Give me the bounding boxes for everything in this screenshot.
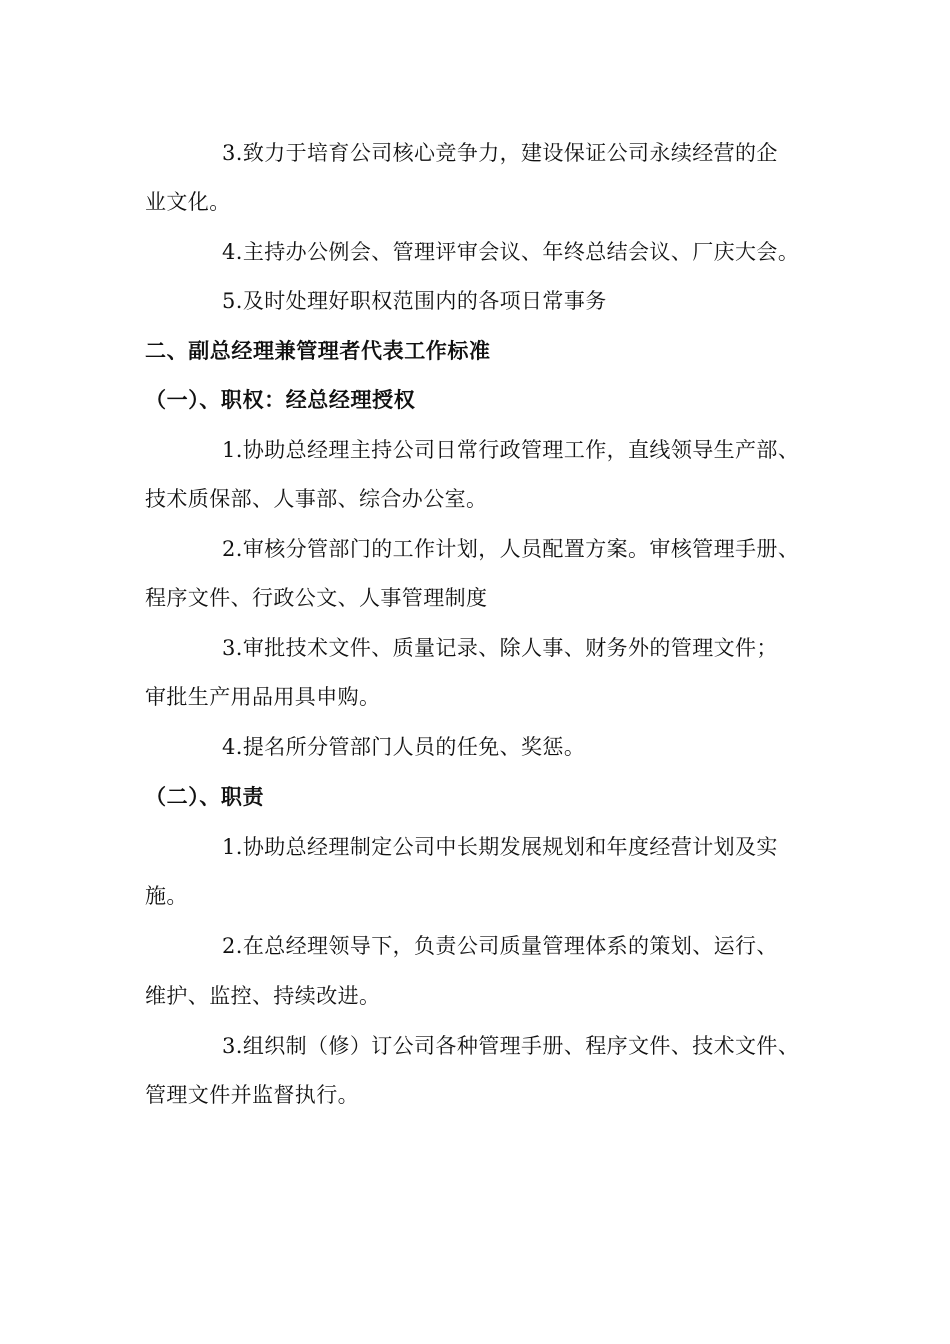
list-item-line: 4.提名所分管部门人员的任免、奖惩。 (222, 735, 586, 759)
list-item-line: 2.审核分管部门的工作计划，人员配置方案。审核管理手册、 (222, 537, 800, 561)
list-item-line: 3.组织制（修）订公司各种管理手册、程序文件、技术文件、 (222, 1034, 800, 1058)
paragraph-line: 业文化。 (145, 190, 231, 214)
list-item-line: 程序文件、行政公文、人事管理制度 (145, 586, 488, 610)
subsection-heading: （二）、职责 (145, 785, 265, 809)
list-item-line: 1.协助总经理制定公司中长期发展规划和年度经营计划及实 (222, 835, 778, 859)
paragraph-line: 5.及时处理好职权范围内的各项日常事务 (222, 289, 607, 313)
list-item-line: 2.在总经理领导下，负责公司质量管理体系的策划、运行、 (222, 934, 778, 958)
list-item-line: 施。 (145, 884, 188, 908)
subsection-heading: （一）、职权：经总经理授权 (145, 388, 416, 412)
list-item-line: 3.审批技术文件、质量记录、除人事、财务外的管理文件； (222, 636, 778, 660)
list-item-line: 维护、监控、持续改进。 (145, 984, 381, 1008)
list-item-line: 审批生产用品用具申购。 (145, 685, 381, 709)
section-heading: 二、副总经理兼管理者代表工作标准 (145, 339, 491, 363)
list-item-line: 技术质保部、人事部、综合办公室。 (145, 487, 488, 511)
paragraph-line: 4.主持办公例会、管理评审会议、年终总结会议、厂庆大会。 (222, 240, 800, 264)
list-item-line: 1.协助总经理主持公司日常行政管理工作，直线领导生产部、 (222, 438, 800, 462)
paragraph-line: 3.致力于培育公司核心竞争力，建设保证公司永续经营的企 (222, 141, 778, 165)
list-item-line: 管理文件并监督执行。 (145, 1083, 359, 1107)
